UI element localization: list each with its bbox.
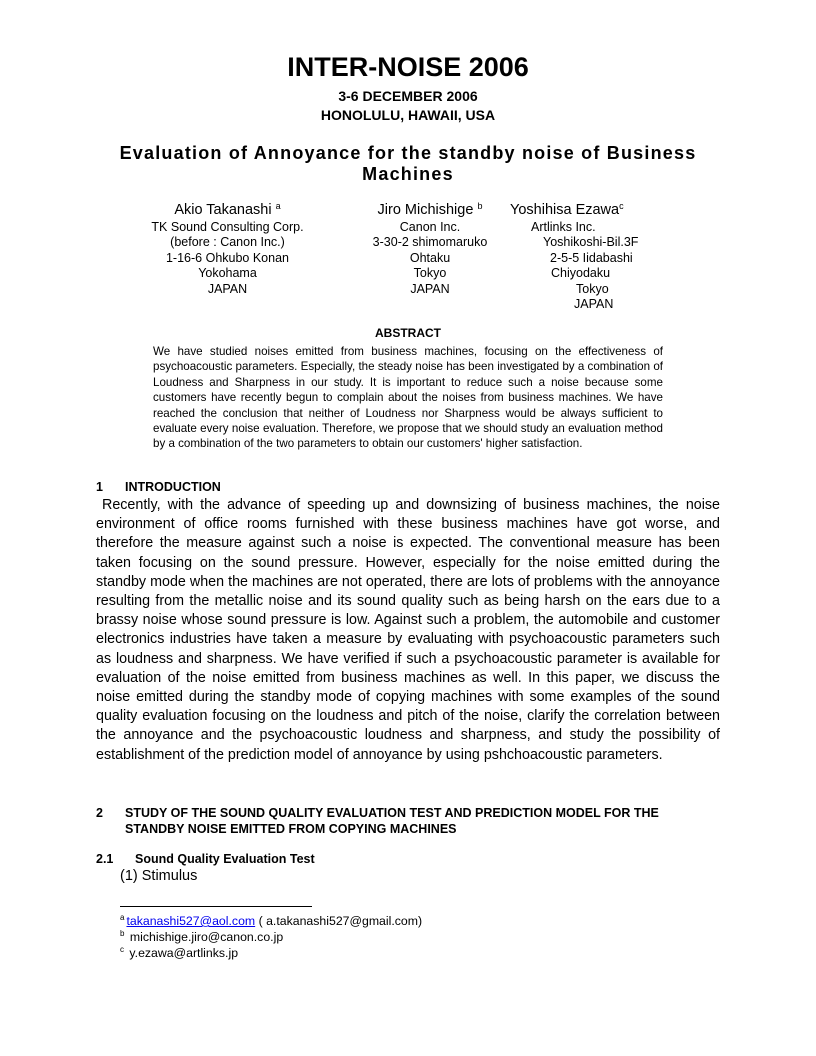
author-address: Yokohama — [198, 266, 257, 281]
subsection-heading-2-1 — [96, 851, 720, 867]
author-name: Yoshihisa Ezawa$^c$ — [510, 201, 624, 218]
footnote-mark: b — [120, 929, 125, 938]
author-address: JAPAN — [574, 297, 614, 312]
section-title: Sound Quality Evaluation Test — [135, 852, 315, 866]
author-address: Tokyo — [576, 281, 609, 296]
footnote-mark: a — [120, 913, 125, 922]
author-affiliation: Artlinks Inc. — [531, 220, 596, 234]
author-address: JAPAN — [207, 281, 248, 296]
author-address: Yoshikoshi-Bil.3F — [543, 235, 639, 250]
author-email: michishige.jiro@canon.co.jp — [129, 930, 284, 944]
author-affiliation: Canon Inc. — [399, 220, 461, 234]
section-heading-1 — [96, 479, 720, 495]
conference-dates: 3-6 DECEMBER 2006 — [338, 88, 478, 104]
author-block-2 — [355, 202, 505, 297]
section-title: INTRODUCTION — [125, 480, 221, 494]
author-address: Ohtaku — [409, 250, 451, 265]
author-address: 2-5-5 Iidabashi — [550, 250, 633, 265]
conference-name: INTER-NOISE 2006 — [287, 52, 529, 82]
author-affiliation: TK Sound Consulting Corp. — [151, 220, 304, 234]
paper-title: Evaluation of Annoyance for the standby noise of Business Machines — [119, 143, 697, 184]
author-email: y.ezawa@artlinks.jp — [129, 946, 239, 960]
footnote-mark: c — [120, 945, 124, 954]
section-heading-2 — [96, 805, 720, 837]
author-address: Tokyo — [413, 266, 447, 281]
footnote-c — [120, 945, 238, 961]
footnote-a — [120, 913, 422, 929]
author-block-1 — [140, 202, 315, 297]
section-number: 2.1 — [96, 852, 114, 866]
author-mark: c — [619, 201, 624, 211]
abstract-heading: ABSTRACT — [375, 326, 441, 340]
introduction-text: Recently, with the advance of speeding up and downsizing of business machines, the noise environment of office rooms furnished with these business machines have got worse, and therefore the measure against such a noise is expected. The conventional measure has been taken focusing on the sound pressure. However, especially for the noise emitted during the standby mode when the machines are not operated, there are lots of problems with the annoyance resulting from the metallic noise and its sound quality such as being harsh on the ears due to a brassy noise whose sound pressure is low. Against such a problem, the automobile and customer electronics industries have taken a measure by evaluating with psychoacoustic parameters such as loudness and sharpness. We have verified if such a psychoacoustic parameter is available for evaluation of the noise emitted from business machines as well. In this paper, we discuss the noise emitted during the standby mode of copying machines with some examples of the sound quality evaluation focusing on the loudness and pitch of the noise, clarify the correlation between the annoyance and the psychoacoustic loudness and sharpness, and study the possibility of establishment of the prediction model of annoyance by using pshchoacoustic parameters. — [96, 497, 720, 763]
abstract-text: We have studied noises emitted from business machines, focusing on the effectiveness of psychoacoustic parameters. Especially, the steady noise has been investigated by a combination of Loudness and Sharpness in our study. It is important to reduce such a noise because some customers have recently begun to complain about the noises from business machines. We have reached the conclusion that neither of Loudness nor Sharpness would be always sufficient to evaluate every noise evaluation. Therefore, we propose that we should study an evaluation method by a combination of the two parameters to obtain our customers' higher satisfaction. — [153, 345, 663, 451]
author-address: Chiyodaku — [551, 266, 611, 281]
footnote-alt-email: ( a.takanashi527@gmail.com) — [255, 914, 423, 928]
subsection-item: (1) Stimulus — [120, 868, 198, 884]
author-name: Jiro Michishige $^b$ — [377, 201, 483, 218]
author-address: 3-30-2 shimomaruko — [372, 235, 488, 250]
footnote-rule — [120, 906, 312, 907]
conference-location: HONOLULU, HAWAII, USA — [320, 107, 496, 123]
section-title: STUDY OF THE SOUND QUALITY EVALUATION TEST AND PREDICTION MODEL FOR THE STANDBY NOISE EMITTED FROM COPYING MACHINES — [125, 806, 659, 836]
author-email-link[interactable]: takanashi527@aol.com — [126, 914, 256, 928]
section-number: 2 — [96, 806, 103, 820]
author-name: Akio Takanashi $^a$ — [174, 201, 281, 218]
author-mark: a — [275, 201, 281, 211]
author-address: 1-16-6 Ohkubo Konan — [165, 250, 289, 265]
section-number: 1 — [96, 480, 103, 494]
author-mark: b — [477, 201, 483, 211]
footnote-b — [120, 929, 283, 945]
author-address: (before : Canon Inc.) — [170, 235, 285, 250]
author-block-3 — [510, 202, 660, 312]
author-address: JAPAN — [410, 281, 450, 296]
